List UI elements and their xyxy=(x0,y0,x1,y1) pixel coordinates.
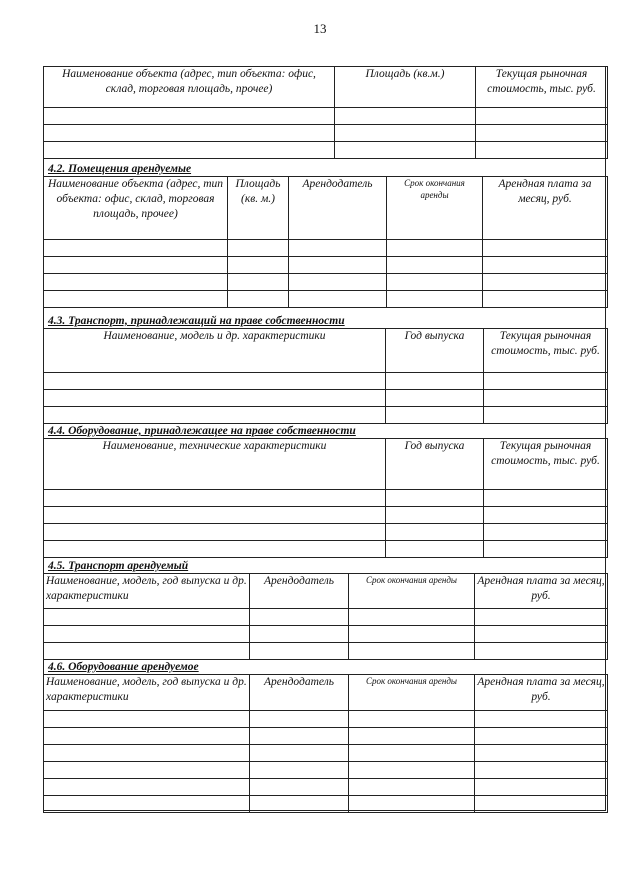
own-equipment-table xyxy=(43,438,608,558)
rented-equipment-table xyxy=(43,674,608,813)
section-4-6-title: 4.6. Оборудование арендуемое xyxy=(48,661,199,673)
header-lease-end: Срок окончания аренды xyxy=(349,675,475,711)
cell[interactable] xyxy=(386,407,484,424)
cell[interactable] xyxy=(44,626,250,643)
cell[interactable] xyxy=(386,524,484,541)
table-row xyxy=(44,257,608,274)
cell[interactable] xyxy=(44,609,250,626)
header-market-value: Текущая рыночная стоимость, тыс. руб. xyxy=(484,329,608,373)
cell[interactable] xyxy=(44,125,335,142)
table-row xyxy=(44,779,608,796)
table-row xyxy=(44,643,608,660)
rented-transport-table xyxy=(43,573,608,660)
cell[interactable] xyxy=(44,541,386,558)
cell[interactable] xyxy=(44,762,250,779)
cell[interactable] xyxy=(44,796,250,813)
table-row xyxy=(44,108,608,125)
cell[interactable] xyxy=(349,779,475,796)
table-row xyxy=(44,626,608,643)
cell[interactable] xyxy=(484,541,608,558)
cell[interactable] xyxy=(475,609,608,626)
header-lease-end: Срок окончания аренды xyxy=(387,177,483,240)
cell[interactable] xyxy=(386,541,484,558)
cell[interactable] xyxy=(44,240,228,257)
cell[interactable] xyxy=(250,762,349,779)
cell[interactable] xyxy=(387,274,483,291)
header-name-specs: Наименование, технические характеристики xyxy=(44,439,386,490)
cell[interactable] xyxy=(387,291,483,308)
cell[interactable] xyxy=(484,407,608,424)
cell[interactable] xyxy=(250,796,349,813)
header-object-name: Наименование объекта (адрес, тип объекта: офис, склад, торговая площадь, прочее) xyxy=(44,67,335,108)
cell[interactable] xyxy=(484,373,608,390)
cell[interactable] xyxy=(44,524,386,541)
table-row xyxy=(44,490,608,507)
section-4-3-title: 4.3. Транспорт, принадлежащий на праве собственности xyxy=(48,315,345,327)
table-row xyxy=(44,274,608,291)
cell[interactable] xyxy=(476,142,608,159)
header-rent: Арендная плата за месяц, руб. xyxy=(475,675,608,711)
cell[interactable] xyxy=(44,643,250,660)
cell[interactable] xyxy=(475,745,608,762)
cell[interactable] xyxy=(228,240,289,257)
cell[interactable] xyxy=(44,711,250,728)
cell[interactable] xyxy=(387,240,483,257)
table-row xyxy=(44,711,608,728)
cell[interactable] xyxy=(483,257,608,274)
cell[interactable] xyxy=(250,711,349,728)
cell[interactable] xyxy=(289,257,387,274)
cell[interactable] xyxy=(349,643,475,660)
section-4-5-title: 4.5. Транспорт арендуемый xyxy=(48,560,189,572)
cell[interactable] xyxy=(44,728,250,745)
cell[interactable] xyxy=(228,274,289,291)
cell[interactable] xyxy=(44,490,386,507)
cell[interactable] xyxy=(44,745,250,762)
header-object-name: Наименование объекта (адрес, тип объекта: офис, склад, торговая площадь, прочее) xyxy=(44,177,228,240)
cell[interactable] xyxy=(484,390,608,407)
cell[interactable] xyxy=(335,125,476,142)
cell[interactable] xyxy=(250,728,349,745)
cell[interactable] xyxy=(228,257,289,274)
cell[interactable] xyxy=(483,274,608,291)
cell[interactable] xyxy=(349,796,475,813)
page-number: 13 xyxy=(313,21,327,36)
cell[interactable] xyxy=(44,108,335,125)
cell[interactable] xyxy=(44,274,228,291)
cell[interactable] xyxy=(335,108,476,125)
cell[interactable] xyxy=(250,745,349,762)
cell[interactable] xyxy=(476,108,608,125)
cell[interactable] xyxy=(335,142,476,159)
cell[interactable] xyxy=(484,507,608,524)
header-market-value: Текущая рыночная стоимость, тыс. руб. xyxy=(484,439,608,490)
rented-premises-table xyxy=(43,176,608,308)
cell[interactable] xyxy=(228,291,289,308)
own-transport-table xyxy=(43,328,608,424)
cell[interactable] xyxy=(349,728,475,745)
property-form xyxy=(43,66,606,811)
cell[interactable] xyxy=(386,490,484,507)
cell[interactable] xyxy=(250,609,349,626)
table-row xyxy=(44,125,608,142)
cell[interactable] xyxy=(349,711,475,728)
cell[interactable] xyxy=(289,240,387,257)
table-row xyxy=(44,390,608,407)
cell[interactable] xyxy=(475,643,608,660)
table-row xyxy=(44,142,608,159)
cell[interactable] xyxy=(484,524,608,541)
cell[interactable] xyxy=(475,728,608,745)
table-row xyxy=(44,291,608,308)
cell[interactable] xyxy=(250,779,349,796)
header-area: Площадь (кв.м.) xyxy=(335,67,476,108)
cell[interactable] xyxy=(250,643,349,660)
cell[interactable] xyxy=(475,779,608,796)
section-4-4-title: 4.4. Оборудование, принадлежащее на праве собственности xyxy=(48,425,356,437)
header-name-model: Наименование, модель и др. характеристики xyxy=(44,329,386,373)
cell[interactable] xyxy=(44,373,386,390)
header-market-value: Текущая рыночная стоимость, тыс. руб. xyxy=(476,67,608,108)
table-row xyxy=(44,524,608,541)
header-rent: Арендная плата за месяц, руб. xyxy=(475,574,608,609)
table-row xyxy=(44,745,608,762)
cell[interactable] xyxy=(289,291,387,308)
cell[interactable] xyxy=(386,373,484,390)
cell[interactable] xyxy=(289,274,387,291)
cell[interactable] xyxy=(475,711,608,728)
table-row xyxy=(44,240,608,257)
cell[interactable] xyxy=(44,779,250,796)
cell[interactable] xyxy=(349,745,475,762)
header-name-model-year: Наименование, модель, год выпуска и др. характеристики xyxy=(44,574,250,609)
table-row xyxy=(44,507,608,524)
cell[interactable] xyxy=(475,626,608,643)
table-row xyxy=(44,373,608,390)
cell[interactable] xyxy=(250,626,349,643)
cell[interactable] xyxy=(387,257,483,274)
cell[interactable] xyxy=(386,390,484,407)
table-row xyxy=(44,796,608,813)
header-lessor: Арендодатель xyxy=(289,177,387,240)
table-row xyxy=(44,728,608,745)
cell[interactable] xyxy=(44,257,228,274)
header-year: Год выпуска xyxy=(386,329,484,373)
header-year: Год выпуска xyxy=(386,439,484,490)
own-premises-table xyxy=(43,66,608,159)
header-lessor: Арендодатель xyxy=(250,675,349,711)
cell[interactable] xyxy=(475,796,608,813)
cell[interactable] xyxy=(44,507,386,524)
table-row xyxy=(44,407,608,424)
cell[interactable] xyxy=(476,125,608,142)
cell[interactable] xyxy=(349,626,475,643)
cell[interactable] xyxy=(483,291,608,308)
cell[interactable] xyxy=(44,390,386,407)
section-4-2-title: 4.2. Помещения арендуемые xyxy=(48,163,192,175)
cell[interactable] xyxy=(349,609,475,626)
cell[interactable] xyxy=(44,407,386,424)
cell[interactable] xyxy=(386,507,484,524)
cell[interactable] xyxy=(475,762,608,779)
cell[interactable] xyxy=(349,762,475,779)
header-lease-end: Срок окончания аренды xyxy=(349,574,475,609)
cell[interactable] xyxy=(484,490,608,507)
cell[interactable] xyxy=(44,291,228,308)
table-row xyxy=(44,762,608,779)
table-row xyxy=(44,609,608,626)
header-area: Площадь (кв. м.) xyxy=(228,177,289,240)
header-name-model-year: Наименование, модель, год выпуска и др. характеристики xyxy=(44,675,250,711)
cell[interactable] xyxy=(44,142,335,159)
header-rent: Арендная плата за месяц, руб. xyxy=(483,177,608,240)
cell[interactable] xyxy=(483,240,608,257)
header-lessor: Арендодатель xyxy=(250,574,349,609)
table-row xyxy=(44,541,608,558)
